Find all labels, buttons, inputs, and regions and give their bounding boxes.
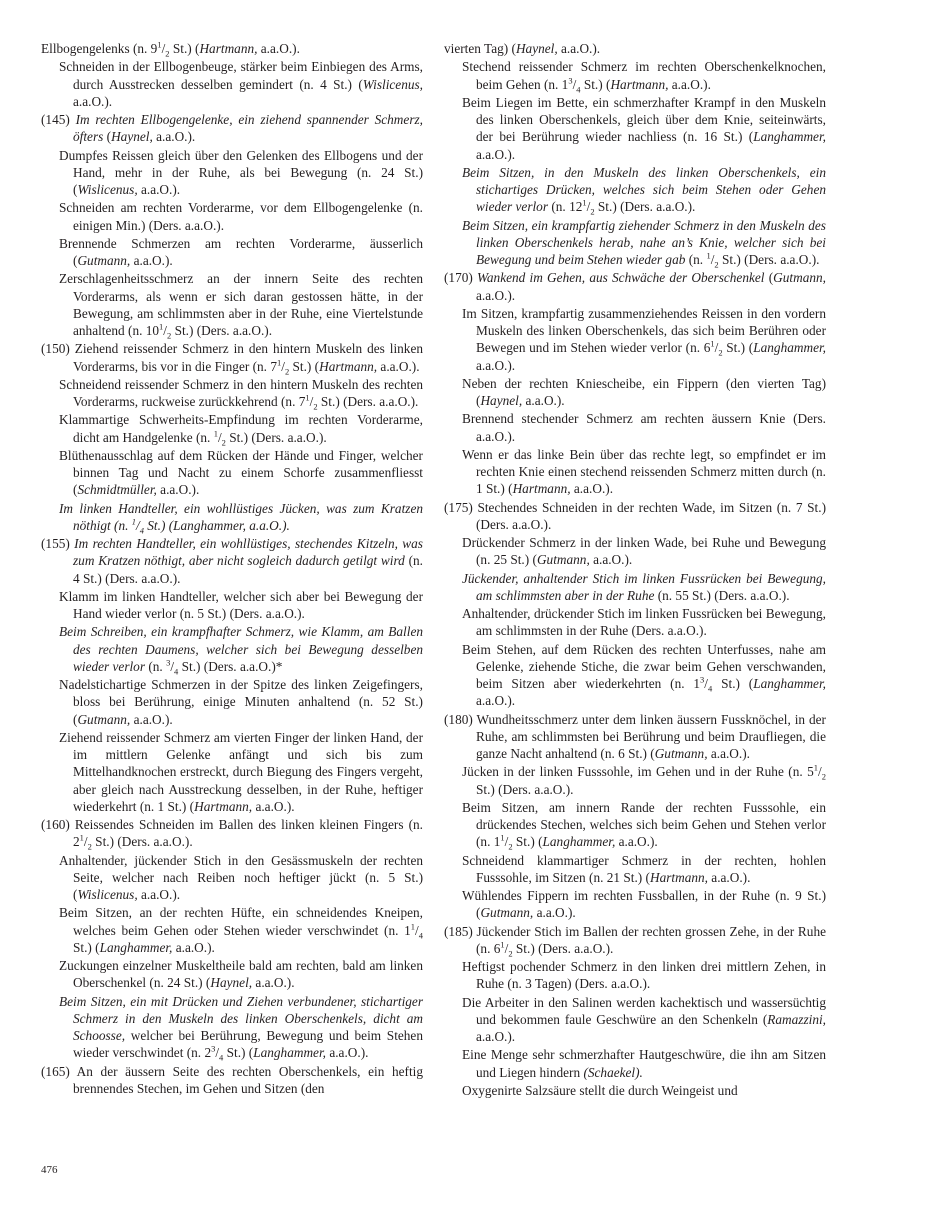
symptom-entry	[444, 164, 826, 216]
text: St.) (Ders. a.a.O.)*	[178, 658, 283, 674]
text: vierten Tag) (	[444, 41, 516, 56]
text: a.a.O.).	[377, 358, 420, 374]
fraction-numerator: 3	[568, 75, 573, 86]
italic-text: Hartmann,	[512, 481, 571, 497]
text: a.a.O.).	[326, 1045, 369, 1061]
italic-text: Beim Sitzen, ein krampfartig ziehender Schmerz in den Muskeln des linken Oberschenkels herab, nahe an’s Knie, welcher sich bei Bewegung und beim Stehen wieder gab	[462, 217, 826, 267]
symptom-entry	[41, 729, 423, 815]
symptom-entry	[41, 500, 423, 535]
text: Neben der rechten Kniescheibe, ein Fippern (den vierten Tag) (	[462, 375, 826, 408]
numbered-symptom-entry	[41, 340, 423, 375]
text: Anhaltender, jückender Stich in den Gesässmuskeln der rechten Seite, welcher nach Reiben noch heftiger jückt (n. 5 St.) (	[59, 852, 423, 902]
italic-text: Wislicenus,	[77, 887, 138, 902]
italic-text: Gutmann,	[654, 746, 708, 761]
text: St.) (Ders. a.a.O.).	[317, 394, 419, 409]
italic-text: Hartmann,	[649, 869, 708, 885]
text: /	[818, 764, 822, 780]
text: /	[714, 340, 719, 356]
text: a.a.O.).	[533, 905, 576, 921]
italic-text: Haynel,	[210, 975, 253, 991]
text: Klamm im linken Handteller, welcher sich aber bei Bewegung der Hand wieder verlor (n. 5 St.) (Ders. a.a.O.).	[59, 588, 423, 621]
text: St.) (	[289, 358, 320, 374]
fraction-numerator: 1	[582, 197, 587, 208]
fraction-numerator: 1	[500, 832, 505, 843]
symptom-entry	[41, 993, 423, 1062]
text: St.) (	[722, 340, 754, 356]
numbered-symptom-entry	[444, 269, 826, 304]
text: Wenn er das linke Bein über das rechte legt, so empfindet er im rechten Knie einen stechend reissenden Schmerz mitten durch (n. 1 St.) (	[462, 446, 826, 497]
text: a.a.O.).	[570, 481, 614, 497]
fraction-numerator: 1	[710, 338, 715, 349]
text: a.a.O.).	[557, 41, 601, 56]
text: a.a.O.).	[172, 939, 215, 955]
italic-text: (Schaekel).	[583, 1064, 643, 1080]
symptom-entry	[444, 1046, 826, 1081]
fraction-numerator: 1	[79, 832, 84, 843]
fraction-numerator: 1	[213, 428, 218, 439]
text: Heftigst pochender Schmerz in den linken drei mittlern Zehen, in Ruhe (n. 3 Tagen) (Ders. a.a.O.).	[462, 959, 826, 992]
text: /	[415, 922, 419, 938]
fraction-denominator: 2	[87, 841, 92, 852]
fraction-numerator: 1	[131, 516, 136, 527]
symptom-entry	[41, 270, 423, 339]
text: /	[504, 940, 509, 956]
text: a.a.O.).	[257, 41, 300, 56]
text: a.a.O.).	[476, 1029, 516, 1044]
symptom-entry	[444, 852, 826, 887]
italic-text: Langhammer,	[753, 340, 827, 356]
text: (170)	[444, 270, 478, 286]
text: /	[710, 252, 715, 267]
text: Beim Sitzen, an der rechten Hüfte, ein schneidendes Kneipen, welches beim Gehen oder Stehen wieder verschwindet (n. 1	[59, 905, 423, 938]
symptom-entry	[41, 376, 423, 411]
italic-text: Gutmann,	[77, 711, 131, 727]
text: /	[170, 658, 175, 674]
italic-text: Hartmann,	[319, 358, 378, 374]
text: /	[309, 394, 314, 409]
text: a.a.O.).	[707, 869, 751, 885]
fraction-denominator: 2	[714, 259, 719, 270]
italic-text: Langhammer,	[542, 834, 616, 850]
symptom-entry	[444, 763, 826, 798]
continued-entry	[444, 40, 826, 57]
fraction-numerator: 3	[700, 674, 705, 685]
text: Schneiden in der Ellbogenbeuge, stärker beim Einbiegen des Arms, durch Ausstrecken desselben gemindert (n. 4 St.) (	[59, 59, 423, 92]
fraction-denominator: 2	[590, 206, 595, 217]
symptom-entry	[444, 887, 826, 922]
text: (n.	[145, 658, 167, 674]
symptom-entry	[41, 147, 423, 199]
italic-text: Im rechten Handteller, ein wohllüstiges, stechendes Kitzeln, was zum Kratzen nöthigt, aber nicht sogleich dadurch getilgt wird	[73, 536, 423, 569]
fraction-denominator: 4	[139, 525, 144, 536]
text: a.a.O.).	[137, 182, 181, 197]
text: (150) Ziehend reissender Schmerz in den hintern Muskeln des linken Vorderarms, bis vor in die Finger (n. 7	[41, 341, 423, 374]
text: /	[281, 358, 285, 374]
symptom-entry	[41, 676, 423, 728]
text: Dumpfes Reissen gleich über den Gelenken des Ellbogens und der Hand, mehr in der Ruhe, als bei Bewegung (n. 24 St.) (	[59, 147, 423, 197]
symptom-entry	[444, 958, 826, 993]
text: Anhaltender, drückender Stich im linken Fussrücken bei Bewegung, am schlimmsten in der Ruhe (Ders. a.a.O.).	[462, 606, 826, 639]
italic-text: Haynel,	[480, 393, 523, 408]
text: a.a.O.).	[130, 711, 173, 727]
text: (	[103, 129, 112, 145]
symptom-entry	[41, 957, 423, 992]
italic-text: Langhammer,	[753, 129, 826, 145]
italic-text: Ramazzini,	[767, 1011, 826, 1027]
italic-text: Wislicenus,	[77, 182, 138, 197]
text: Oxygenirte Salzsäure stellt die durch Weingeist und	[462, 1082, 738, 1098]
italic-text: Haynel,	[515, 41, 558, 56]
text: Brennend stechender Schmerz am rechten äussern Knie (Ders. a.a.O.).	[462, 411, 826, 444]
text: Zuckungen einzelner Muskeltheile bald am rechten, bald am linken Oberschenkel (n. 24 St.) (	[59, 958, 423, 991]
text: Ellbogengelenks (n. 9	[41, 41, 158, 56]
text: Nadelstichartige Schmerzen in der Spitze des linken Zeigefingers, bloss bei Berührung, einige Minuten anhaltend (n. 52 St.) (	[59, 677, 423, 727]
italic-text: Gutmann,	[77, 253, 131, 268]
text: welcher bei Berührung, Bewegung und beim Stehen wieder verschwindet (n. 2	[73, 1028, 423, 1061]
symptom-entry	[41, 235, 423, 270]
text: Schneidend reissender Schmerz in den hintern Muskeln des rechten Vorderarms, ruckweise zurückkehrend (n. 7	[59, 376, 423, 409]
italic-text: Wislicenus,	[362, 76, 423, 92]
fraction-numerator: 1	[410, 921, 416, 932]
symptom-entry	[41, 588, 423, 623]
symptom-entry	[41, 199, 423, 234]
fraction-numerator: 1	[157, 39, 162, 50]
italic-text: Hartmann,	[199, 41, 258, 56]
symptom-entry	[444, 570, 826, 605]
italic-text: Haynel,	[111, 129, 153, 145]
fraction-denominator: 2	[165, 48, 170, 59]
text: (n. 55 St.) (Ders. a.a.O.).	[654, 587, 790, 603]
text: (n.	[110, 517, 132, 533]
symptom-entry	[444, 994, 826, 1046]
text: St.) (	[223, 1045, 254, 1061]
text: St.) (	[512, 834, 543, 850]
numbered-symptom-entry	[41, 816, 423, 851]
symptom-entry	[444, 58, 826, 93]
text: a.a.O.).	[137, 887, 181, 902]
numbered-symptom-entry	[444, 499, 826, 534]
text: St.) (Ders. a.a.O.).	[171, 323, 273, 338]
symptom-entry	[444, 217, 826, 269]
text: a.a.O.).	[589, 552, 633, 568]
text: /	[136, 517, 140, 533]
fraction-numerator: 3	[166, 657, 171, 668]
text: Zerschlagenheitsschmerz an der innern Seite des rechten Vorderarms, als wenn er sich daran gestossen hätte, in der Bewegung, am schlimmsten aber in der Ruhe, eine Viertelstunde anhaltend (n. 10	[59, 271, 423, 338]
fraction-numerator: 3	[211, 1043, 216, 1054]
italic-text: Beim Sitzen, ein mit Drücken und Ziehen verbundener, stichartiger Schmerz in den Muskeln des linken Oberschenkels, dicht am Schoosse,	[59, 993, 423, 1043]
text: Wühlendes Fippern im rechten Fussballen, in der Ruhe (n. 9 St.) (	[462, 888, 826, 921]
text: (n.	[685, 252, 707, 267]
fraction-denominator: 4	[219, 1052, 224, 1063]
italic-text: Schmidtmüller,	[77, 482, 157, 498]
italic-text: Hartmann,	[610, 76, 669, 92]
text: St.) (Ders. a.a.O.).	[225, 429, 327, 445]
text: (155)	[41, 536, 75, 551]
text: (180) Wundheitsschmerz unter dem linken äussern Fussknöchel, in der Ruhe, am schlimmsten bei Berührung und beim Draufliegen, die ganze Nacht anhaltend (n. 6 St.) (	[444, 711, 826, 761]
italic-text: Gutmann,	[536, 552, 590, 568]
fraction-numerator: 1	[276, 357, 282, 368]
fraction-denominator: 2	[508, 948, 513, 959]
fraction-denominator: 2	[508, 841, 513, 852]
text: a.a.O.).	[130, 253, 173, 268]
text: (	[764, 270, 774, 286]
fraction-denominator: 4	[708, 683, 713, 694]
numbered-symptom-entry	[41, 111, 423, 146]
symptom-entry	[444, 305, 826, 374]
text: a.a.O.).	[668, 76, 711, 92]
symptom-entry	[444, 446, 826, 498]
fraction-denominator: 2	[221, 437, 226, 448]
fraction-denominator: 2	[718, 347, 723, 358]
text: Im Sitzen, krampfartig zusammenziehendes Reissen in den vordern Muskeln des linken Oberschenkels, das sich beim Berühren oder Bewegen und im Stehen wieder verlor (n. 6	[462, 305, 826, 356]
symptom-entry	[444, 1082, 826, 1099]
numbered-symptom-entry	[41, 1063, 423, 1098]
text: St.) (	[580, 76, 611, 92]
fraction-denominator: 2	[167, 330, 172, 341]
symptom-entry	[41, 447, 423, 499]
numbered-symptom-entry	[444, 711, 826, 763]
symptom-entry	[41, 852, 423, 904]
text: St.) (	[712, 676, 754, 691]
text: (160) Reissendes Schneiden im Ballen des linken kleinen Fingers (n. 2	[41, 817, 423, 850]
italic-text: Jückender, anhaltender Stich im linken Fussrücken bei Bewegung, am schlimmsten aber in der Ruhe	[462, 570, 826, 603]
text: a.a.O.).	[73, 93, 113, 109]
text: /	[163, 323, 167, 338]
text: a.a.O.).	[522, 393, 565, 408]
text: St.) (Ders. a.a.O.).	[91, 834, 193, 850]
text: Jücken in der linken Fusssohle, im Gehen und in der Ruhe (n. 5	[462, 764, 814, 780]
italic-text: Langhammer,	[253, 1045, 326, 1061]
text: /	[504, 834, 509, 850]
text: a.a.O.).	[476, 693, 516, 709]
text: a.a.O.).	[707, 746, 750, 761]
italic-text: Gutmann,	[773, 270, 826, 286]
symptom-entry	[41, 58, 423, 110]
text: St.) (Ders. a.a.O.).	[594, 199, 696, 215]
italic-text: Langhammer,	[99, 939, 173, 955]
text: (145)	[41, 112, 76, 127]
symptom-entry	[444, 534, 826, 569]
left-column	[41, 40, 423, 1098]
symptom-entry	[444, 641, 826, 710]
italic-text: Beim Schreiben, ein krampfhafter Schmerz, wie Klamm, am Ballen des rechten Daumens, welcher sich bei Bewegung desselben wieder verlor	[59, 624, 423, 674]
page-number: 476	[41, 1164, 58, 1176]
text: /	[161, 41, 166, 56]
italic-text: Langhammer,	[753, 676, 826, 691]
italic-text: Langhammer,	[173, 517, 246, 533]
text: Brennende Schmerzen am rechten Vorderarme, äusserlich (	[59, 235, 423, 268]
text: (n. 4 St.) (Ders. a.a.O.).	[73, 553, 423, 586]
text: a.a.O.).	[245, 517, 290, 533]
fraction-denominator: 4	[418, 930, 423, 941]
text: /	[217, 429, 222, 445]
fraction-numerator: 1	[500, 939, 505, 950]
text: Klammartige Schwerheits-Empfindung im rechten Vorderarme, dicht am Handgelenke (n.	[59, 412, 423, 445]
symptom-entry	[444, 605, 826, 640]
text: Drückender Schmerz in der linken Wade, bei Ruhe und Bewegung (n. 25 St.) (	[462, 535, 826, 568]
text: Schneidend klammartiger Schmerz in der rechten, hohlen Fusssohle, im Sitzen (n. 21 St.) (	[462, 852, 826, 885]
text: (185) Jückender Stich im Ballen der rechten grossen Zehe, in der Ruhe (n. 6	[444, 923, 826, 956]
continued-entry	[41, 40, 423, 57]
italic-text: Im rechten Ellbogengelenke, ein ziehend spannender Schmerz, öfters	[73, 112, 423, 145]
symptom-entry	[444, 799, 826, 851]
text: Beim Liegen im Bette, ein schmerzhafter Krampf in den Muskeln des linken Oberschenkels, gleich über dem Knie, seiteinwärts, der bei Berührung wieder nachliess (n. 16 St.) (	[462, 94, 826, 145]
text: St.) (Ders. a.a.O.).	[512, 940, 614, 956]
text: a.a.O.).	[152, 129, 196, 145]
text: (165) An der äussern Seite des rechten Oberschenkels, ein heftig brennendes Stechen, im Gehen und Sitzen (den	[41, 1063, 423, 1096]
text: (175) Stechendes Schneiden in der rechten Wade, im Sitzen (n. 7 St.) (Ders. a.a.O.).	[444, 499, 826, 532]
fraction-denominator: 4	[174, 666, 179, 677]
fraction-numerator: 1	[305, 392, 310, 403]
text: St.) (Ders. a.a.O.).	[718, 252, 820, 267]
text: /	[572, 76, 577, 92]
fraction-denominator: 4	[576, 84, 581, 95]
text: Schneiden am rechten Vorderarme, vor dem Ellbogengelenke (n. einigen Min.) (Ders. a.a.O.).	[59, 200, 423, 233]
text: /	[215, 1045, 220, 1061]
italic-text: Hartmann,	[194, 798, 253, 814]
fraction-denominator: 2	[284, 366, 290, 377]
text: a.a.O.).	[156, 482, 200, 498]
text: Beim Stehen, auf dem Rücken des rechten Unterfusses, nahe am Gelenke, ziehende Stiche, die zwar beim Gehen verschwanden, beim Sitzen aber wiederkehrten (n. 1	[462, 641, 826, 691]
text: /	[704, 676, 708, 691]
text: Beim Sitzen, am innern Rande der rechten Fusssohle, ein drückendes Stechen, welches sich beim Gehen und Stehen verlor (n. 1	[462, 799, 826, 850]
text: a.a.O.).	[615, 834, 658, 850]
text: St.) (	[73, 939, 100, 955]
symptom-entry	[444, 410, 826, 445]
text: St.) (	[143, 517, 174, 533]
text: /	[586, 199, 591, 215]
symptom-entry	[444, 94, 826, 163]
numbered-symptom-entry	[41, 535, 423, 587]
text: Eine Menge sehr schmerzhafter Hautgeschwüre, die ihn am Sitzen und Liegen hindern	[462, 1047, 826, 1080]
italic-text: Gutmann,	[480, 905, 534, 921]
fraction-numerator: 1	[813, 762, 819, 773]
fraction-numerator: 1	[159, 321, 164, 332]
text: St.) (Ders. a.a.O.).	[476, 781, 574, 797]
text: a.a.O.).	[252, 975, 295, 991]
text: a.a.O.).	[476, 146, 516, 162]
text: Blüthenausschlag auf dem Rücken der Hände und Finger, welcher binnen Tag und Nacht zu einem Schorfe zusammenfliesst (	[59, 447, 423, 498]
symptom-entry	[444, 375, 826, 410]
right-column	[444, 40, 826, 1100]
symptom-entry	[41, 904, 423, 956]
text: /	[83, 834, 88, 850]
numbered-symptom-entry	[444, 923, 826, 958]
text: Die Arbeiter in den Salinen werden kachektisch und wassersüchtig und bekommen faule Geschwüre an den Schenkeln (	[462, 994, 826, 1027]
text: Ziehend reissender Schmerz am vierten Finger der linken Hand, der im mittlern Gelenke anfängt und sich bis zum Mittelhandknochen erstreckt, durch Biegung des Fingers vergeht, aber gleich nach Ausstreckung desselben, in der Ruhe, heftiger wiederkehrt (n. 1 St.) (	[59, 729, 423, 814]
italic-text: Wankend im Gehen, aus Schwäche der Oberschenkel	[477, 270, 765, 286]
fraction-denominator: 2	[821, 771, 826, 782]
italic-text: Im linken Handteller, ein wohllüstiges Jücken, was zum Kratzen nöthigt	[59, 500, 423, 533]
text: a.a.O.).	[476, 287, 516, 303]
italic-text: Beim Sitzen, in den Muskeln des linken Oberschenkels, ein stichartiges Drücken, welches sich beim Stehen oder Gehen wieder verlor	[462, 164, 826, 215]
text: a.a.O.).	[252, 798, 295, 814]
fraction-numerator: 1	[706, 250, 711, 261]
text: (n. 12	[548, 199, 583, 215]
fraction-denominator: 2	[313, 401, 318, 412]
text: St.) (	[169, 41, 200, 56]
symptom-entry	[41, 411, 423, 446]
symptom-entry	[41, 623, 423, 675]
text: a.a.O.).	[476, 357, 516, 373]
text: Stechend reissender Schmerz im rechten Oberschenkelknochen, beim Gehen (n. 1	[462, 59, 826, 92]
